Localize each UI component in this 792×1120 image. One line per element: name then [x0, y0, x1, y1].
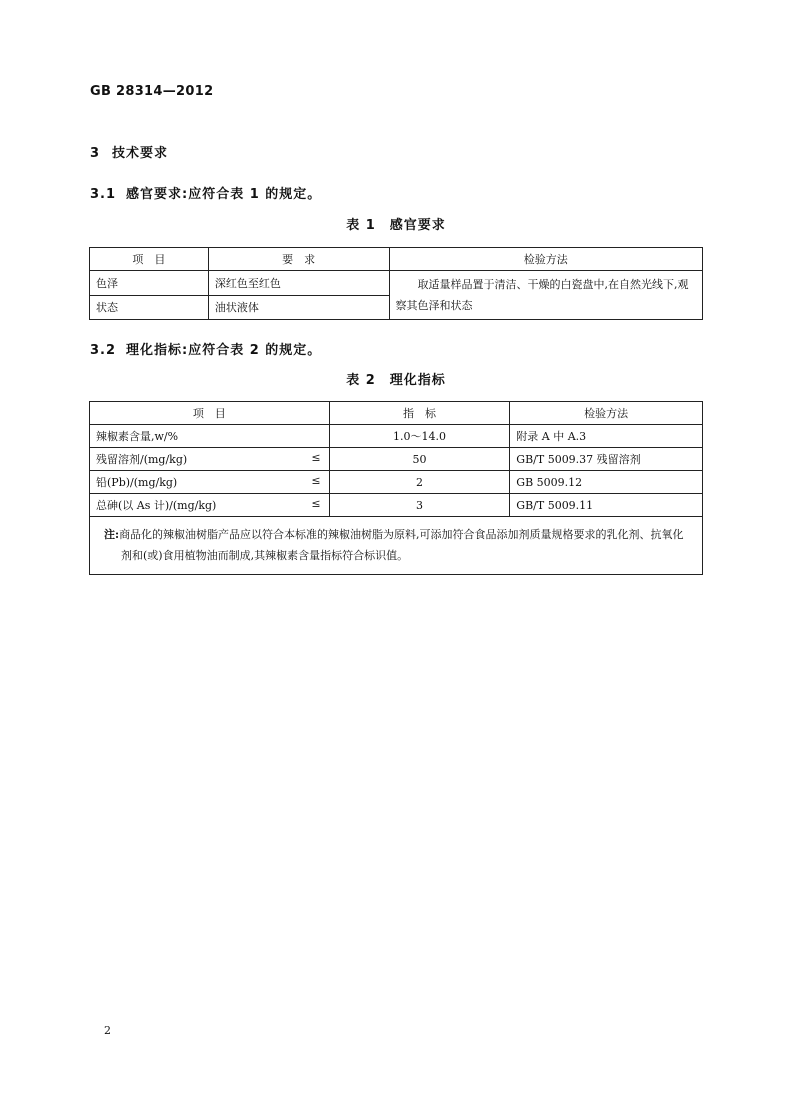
section-title: 技术要求	[112, 146, 169, 161]
section-number: 3	[90, 146, 101, 161]
table-row	[90, 448, 703, 471]
section-3-2-heading	[90, 339, 321, 358]
column-header-item: 项 目	[90, 402, 330, 425]
table-2-caption: 表 2 理化指标	[346, 373, 446, 388]
item-label: 总砷(以 As 计)/(mg/kg)	[96, 499, 217, 512]
item-cell	[90, 448, 330, 471]
comparison-symbol: ≤	[311, 451, 321, 464]
table-note-row	[90, 517, 703, 575]
table-note	[90, 517, 703, 575]
note-text: 商品化的辣椒油树脂产品应以符合本标准的辣椒油树脂为原料,可添加符合食品添加剂质量规格要求的乳化剂、抗氧化剂和(或)食用植物油而制成,其辣椒素含量指标符合标识值。	[119, 528, 684, 562]
column-header-index: 指 标	[329, 402, 510, 425]
standard-code: GB 28314—2012	[90, 84, 214, 99]
table-row	[90, 471, 703, 494]
item-label: 铅(Pb)/(mg/kg)	[96, 476, 178, 489]
method-cell: GB/T 5009.11	[510, 494, 703, 517]
index-value-cell: 2	[329, 471, 510, 494]
table-1-caption: 表 1 感官要求	[346, 218, 446, 233]
method-cell: GB 5009.12	[510, 471, 703, 494]
column-header-method: 检验方法	[389, 248, 702, 271]
method-cell: 附录 A 中 A.3	[510, 425, 703, 448]
section-title: 感官要求:应符合表 1 的规定。	[126, 187, 322, 202]
requirement-cell: 深红色至红色	[208, 271, 389, 296]
table-row	[90, 494, 703, 517]
section-number: 3.1	[90, 187, 117, 202]
comparison-symbol: ≤	[311, 474, 321, 487]
physicochemical-indices-table	[89, 401, 703, 575]
page-number: 2	[104, 1024, 111, 1037]
column-header-requirement: 要 求	[208, 248, 389, 271]
column-header-item: 项 目	[90, 248, 209, 271]
column-header-method: 检验方法	[510, 402, 703, 425]
section-number: 3.2	[90, 343, 117, 358]
table-row	[90, 425, 703, 448]
section-3-heading	[90, 142, 168, 161]
item-label: 辣椒素含量,w/%	[96, 430, 179, 443]
item-cell	[90, 425, 330, 448]
table-header-row	[90, 248, 703, 271]
requirement-cell: 油状液体	[208, 295, 389, 320]
sensory-requirements-table	[89, 247, 703, 320]
item-cell: 状态	[90, 295, 209, 320]
item-cell	[90, 494, 330, 517]
comparison-symbol: ≤	[311, 497, 321, 510]
index-value-cell: 50	[329, 448, 510, 471]
note-label: 注:	[104, 528, 120, 541]
section-3-1-heading	[90, 183, 321, 202]
section-title: 理化指标:应符合表 2 的规定。	[126, 343, 322, 358]
item-label: 残留溶剂/(mg/kg)	[96, 453, 188, 466]
method-cell: 取适量样品置于清洁、干燥的白瓷盘中,在自然光线下,观察其色泽和状态	[389, 271, 702, 320]
index-value-cell: 3	[329, 494, 510, 517]
table-row	[90, 271, 703, 296]
index-value-cell: 1.0～14.0	[329, 425, 510, 448]
table-header-row	[90, 402, 703, 425]
item-cell: 色泽	[90, 271, 209, 296]
method-cell: GB/T 5009.37 残留溶剂	[510, 448, 703, 471]
item-cell	[90, 471, 330, 494]
